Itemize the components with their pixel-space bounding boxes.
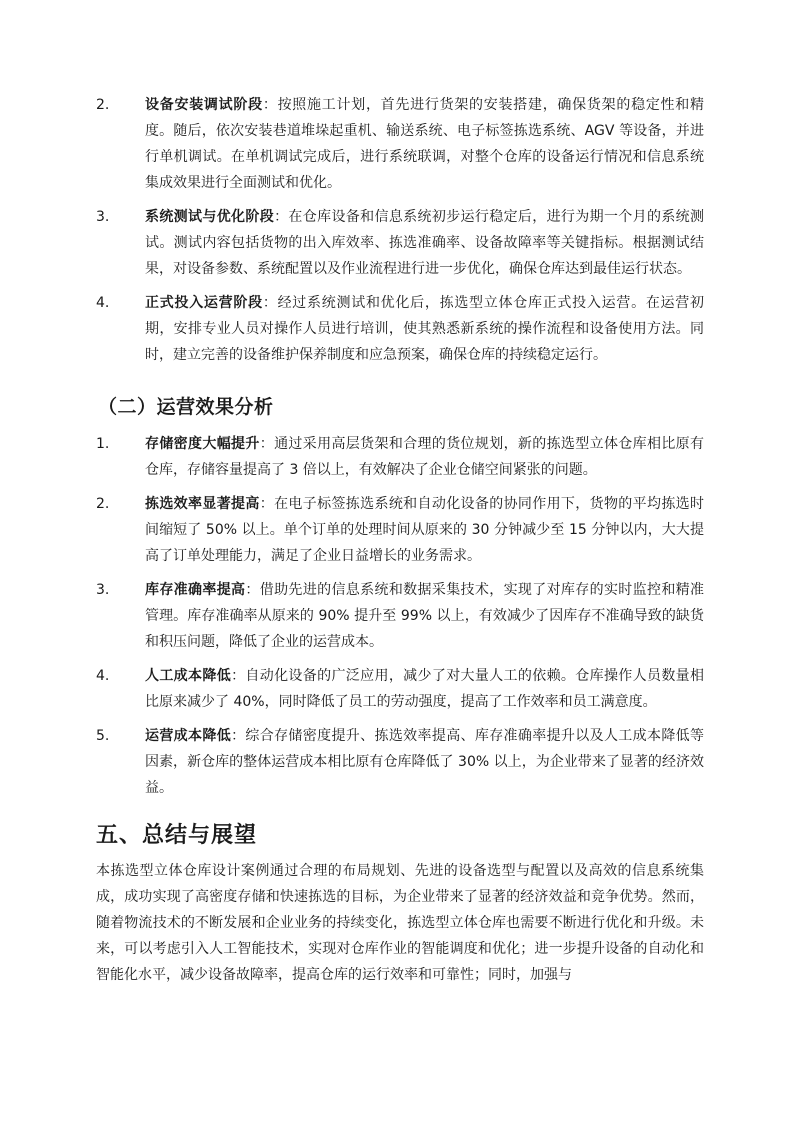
list-item-label: 运营成本降低 xyxy=(145,728,232,744)
list-item-number: 4. xyxy=(96,668,110,684)
list-item-label: 设备安装调试阶段 xyxy=(145,97,263,113)
list-item xyxy=(96,204,704,282)
list-item-label: 拣选效率显著提高 xyxy=(145,496,260,512)
list-item-text xyxy=(145,663,704,715)
list-item-number: 5. xyxy=(96,728,110,744)
list-item xyxy=(96,577,704,655)
list-item-number: 2. xyxy=(96,496,110,512)
section-heading-summary: 五、总结与展望 xyxy=(96,823,258,848)
list-item-label: 存储密度大幅提升 xyxy=(145,436,260,452)
list-item-number: 2. xyxy=(96,97,110,113)
list-item-label: 系统测试与优化阶段 xyxy=(145,209,275,225)
list-item-label: 正式投入运营阶段 xyxy=(145,295,263,311)
list-item-number: 1. xyxy=(96,436,110,452)
list-item xyxy=(96,723,704,801)
list-item-body: ：综合存储密度提升、拣选效率提高、库存准确率提升以及人工成本降低等因素，新仓库的整体运营成本相比原有仓库降低了 30% 以上，为企业带来了显著的经济效益。 xyxy=(145,728,705,796)
list-item-body: ：在电子标签拣选系统和自动化设备的协同作用下，货物的平均拣选时间缩短了 50% 以上。单个订单的处理时间从原来的 30 分钟减少至 15 分钟以内，大大提高了订单处理能力，满足了企业日益增长的业务需求。 xyxy=(145,496,705,564)
list-item-text xyxy=(145,577,704,655)
list-item-text xyxy=(145,204,704,282)
list-item xyxy=(96,290,704,368)
list-item-body: ：按照施工计划，首先进行货架的安装搭建，确保货架的稳定性和精度。随后，依次安装巷道堆垛起重机、输送系统、电子标签拣选系统、AGV 等设备，并进行单机调试。在单机调试完成后，进行系统联调，对整个仓库的设备运行情况和信息系统集成效果进行全面测试和优化。 xyxy=(145,97,705,191)
effect-analysis-list xyxy=(96,431,704,809)
list-item-body: ：通过采用高层货架和合理的货位规划，新的拣选型立体仓库相比原有仓库，存储容量提高了 3 倍以上，有效解决了企业仓储空间紧张的问题。 xyxy=(145,436,705,478)
list-item-body: ：在仓库设备和信息系统初步运行稳定后，进行为期一个月的系统测试。测试内容包括货物的出入库效率、拣选准确率、设备故障率等关键指标。根据测试结果，对设备参数、系统配置以及作业流程进行进一步优化，确保仓库达到最佳运行状态。 xyxy=(145,209,705,277)
summary-paragraph: 本拣选型立体仓库设计案例通过合理的布局规划、先进的设备选型与配置以及高效的信息系统集成，成功实现了高密度存储和快速拣选的目标，为企业带来了显著的经济效益和竞争优势。然而，随着物流技术的不断发展和企业业务的持续变化，拣选型立体仓库也需要不断进行优化和升级。未来，可以考虑引入人工智能技术，实现对仓库作业的智能调度和优化；进一步提升设备的自动化和智能化水平，减少设备故障率，提高仓库的运行效率和可靠性；同时，加强与 xyxy=(96,863,704,983)
list-item xyxy=(96,491,704,569)
implementation-stage-list xyxy=(96,92,704,376)
section-heading-effect-analysis: （二）运营效果分析 xyxy=(98,396,274,418)
list-item-text xyxy=(145,92,704,196)
list-item-number: 4. xyxy=(96,295,110,311)
list-item-label: 库存准确率提高 xyxy=(145,582,246,598)
list-item-text xyxy=(145,491,704,569)
list-item xyxy=(96,92,704,196)
list-item-text xyxy=(145,290,704,368)
list-item-body: ：借助先进的信息系统和数据采集技术，实现了对库存的实时监控和精准管理。库存准确率从原来的 90% 提升至 99% 以上，有效减少了因库存不准确导致的缺货和积压问题，降低了企业的运营成本。 xyxy=(145,582,705,650)
list-item-body: ：自动化设备的广泛应用，减少了对大量人工的依赖。仓库操作人员数量相比原来减少了 40%，同时降低了员工的劳动强度，提高了工作效率和员工满意度。 xyxy=(145,668,705,710)
list-item-body: ：经过系统测试和优化后，拣选型立体仓库正式投入运营。在运营初期，安排专业人员对操作人员进行培训，使其熟悉新系统的操作流程和设备使用方法。同时，建立完善的设备维护保养制度和应急预案，确保仓库的持续稳定运行。 xyxy=(145,295,705,363)
list-item xyxy=(96,431,704,483)
list-item-number: 3. xyxy=(96,582,110,598)
list-item xyxy=(96,663,704,715)
list-item-label: 人工成本降低 xyxy=(145,668,232,684)
list-item-text xyxy=(145,431,704,483)
list-item-number: 3. xyxy=(96,209,110,225)
list-item-text xyxy=(145,723,704,801)
